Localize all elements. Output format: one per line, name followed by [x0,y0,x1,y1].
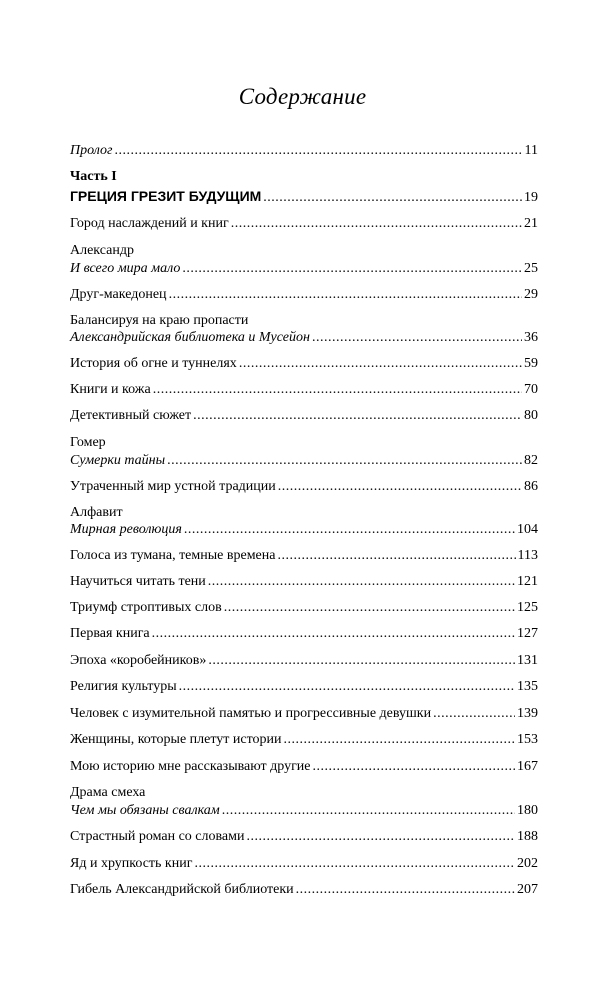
toc-entry[interactable] [70,406,538,426]
leader-dots [277,546,515,566]
toc-entry-page: 104 [517,522,538,537]
toc-entry-page: 19 [524,190,538,205]
toc-entry[interactable] [70,328,538,348]
toc-entry-heading: Александр [70,243,134,258]
leader-dots [284,730,515,750]
toc-entry-page: 86 [524,479,538,494]
toc-entry[interactable] [70,451,538,471]
toc-entry-heading: Балансируя на краю пропасти [70,313,249,328]
leader-dots [167,451,522,471]
toc-entry[interactable] [70,880,538,900]
toc-entry[interactable] [70,259,538,279]
toc-entry-title: Мирная революция [70,522,182,537]
leader-dots [263,188,522,208]
toc-entry-title: Яд и хрупкость книг [70,856,193,871]
toc-entry-page: 59 [524,356,538,371]
toc-entry[interactable] [70,354,538,374]
toc-entry[interactable] [70,546,538,566]
toc-entry-page: 180 [517,803,538,818]
toc-entry[interactable] [70,651,538,671]
toc-entry-title: Эпоха «коробейников» [70,653,207,668]
toc-entry-page: 207 [517,882,538,897]
toc-entry-title: Чем мы обязаны свалкам [70,803,220,818]
leader-dots [247,827,516,847]
toc-entry[interactable] [70,380,538,400]
toc-entry-page: 80 [524,408,538,423]
toc-entry-page: 153 [517,732,538,747]
toc-entry-page: 25 [524,261,538,276]
toc-entry[interactable] [70,572,538,592]
toc-entry-page: 135 [517,679,538,694]
leader-dots [208,572,515,592]
part-label: Часть I [70,169,117,184]
leader-dots [184,520,515,540]
toc-entry-page: 29 [524,287,538,302]
toc-entry-page: 113 [517,548,538,563]
toc-entry-title: Гибель Александрийской библиотеки [70,882,294,897]
toc-entry[interactable] [70,730,538,750]
toc-entry-title: Триумф строптивых слов [70,600,222,615]
leader-dots [182,259,522,279]
toc-entry[interactable] [70,677,538,697]
toc-entry-title: Город наслаждений и книг [70,216,229,231]
leader-dots [312,328,522,348]
part-title: ГРЕЦИЯ ГРЕЗИТ БУДУЩИМ [70,188,262,204]
leader-dots [278,477,522,497]
toc-entry-title: Александрийская библиотека и Мусейон [70,330,310,345]
toc-entry-title: И всего мира мало [70,261,181,276]
toc-entry[interactable] [70,704,538,724]
leader-dots [115,141,523,161]
toc-entry-page: 131 [517,653,538,668]
toc-entry-title: Человек с изумительной памятью и прогрессивные девушки [70,706,432,721]
toc-entry-prologue[interactable] [70,141,538,161]
toc-entry[interactable] [70,801,538,821]
toc-entry-page: 121 [517,574,538,589]
toc-entry-title: Сумерки тайны [70,453,166,468]
toc-entry-title: Друг-македонец [70,287,167,302]
toc-entry[interactable] [70,854,538,874]
toc-entry-page: 202 [517,856,538,871]
toc-entry-heading: Алфавит [70,505,123,520]
toc-entry-page: 167 [517,759,538,774]
toc-entry-title: Женщины, которые плетут истории [70,732,282,747]
toc-entry[interactable] [70,757,538,777]
toc-entry[interactable] [70,598,538,618]
toc-entry-title: Пролог [70,143,113,158]
leader-dots [239,354,522,374]
toc-entry-heading: Гомер [70,435,106,450]
leader-dots [222,801,515,821]
toc-entry-page: 36 [524,330,538,345]
toc-entry-page: 139 [517,706,538,721]
leader-dots [433,704,515,724]
toc-entry-page: 21 [524,216,538,231]
toc-entry-title: Мою историю мне рассказывают другие [70,759,311,774]
toc-entry-page: 127 [517,626,538,641]
toc-entry-page: 82 [524,453,538,468]
leader-dots [179,677,515,697]
toc-entry-heading: Драма смеха [70,785,146,800]
leader-dots [169,285,522,305]
toc-entry-title: История об огне и туннелях [70,356,237,371]
leader-dots [153,380,522,400]
toc-entry-title: Утраченный мир устной традиции [70,479,276,494]
toc-entry-part-one[interactable] [70,186,538,206]
toc-entry-title: Первая книга [70,626,150,641]
toc-entry[interactable] [70,214,538,234]
toc-entry[interactable] [70,285,538,305]
leader-dots [193,406,522,426]
leader-dots [152,624,515,644]
toc-entry-title: Детективный сюжет [70,408,192,423]
toc-entry-title: Религия культуры [70,679,177,694]
toc-entry-page: 188 [517,829,538,844]
page-title: Содержание [238,84,367,109]
leader-dots [313,757,515,777]
toc-entry-page: 70 [524,382,538,397]
toc-entry-title: Страстный роман со словами [70,829,245,844]
toc-entry[interactable] [70,827,538,847]
toc-entry-page: 11 [524,143,538,158]
toc-entry-title: Голоса из тумана, темные времена [70,548,276,563]
toc-entry[interactable] [70,624,538,644]
leader-dots [296,880,515,900]
leader-dots [231,214,522,234]
toc-entry[interactable] [70,477,538,497]
toc-entry-title: Научиться читать тени [70,574,206,589]
toc-entry-title: Книги и кожа [70,382,151,397]
toc-entry-page: 125 [517,600,538,615]
toc-entry[interactable] [70,520,538,540]
leader-dots [208,651,515,671]
leader-dots [224,598,515,618]
leader-dots [194,854,515,874]
